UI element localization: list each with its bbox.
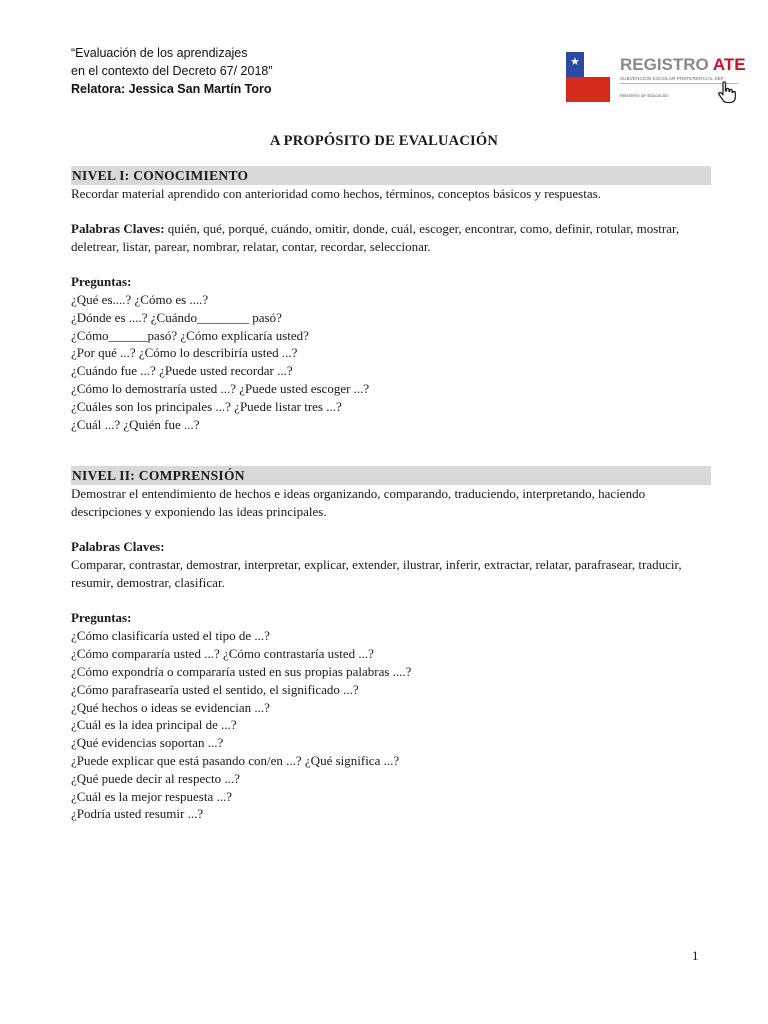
question-item: ¿Qué evidencias soportan ...? <box>71 735 224 751</box>
header-line-3: Relatora: Jessica San Martín Toro <box>71 82 272 96</box>
question-item: ¿Dónde es ....? ¿Cuándo________ pasó? <box>71 309 282 325</box>
nivel-1-section <box>71 166 711 433</box>
question-item: ¿Qué puede decir al respecto ...? <box>71 770 240 786</box>
page-number: 1 <box>692 948 699 963</box>
nivel-2-questions-label: Preguntas: <box>71 610 132 626</box>
nivel-1-description: Recordar material aprendido con anterioridad como hechos, términos, conceptos básicos y respuestas. <box>71 186 601 201</box>
question-item: ¿Cuál es la idea principal de ...? <box>71 717 237 733</box>
star-icon: ★ <box>570 55 580 68</box>
nivel-2-question-list <box>71 627 711 823</box>
registro-ate-logo <box>566 52 746 104</box>
nivel-1-heading: NIVEL I: CONOCIMIENTO <box>71 166 711 185</box>
document-header <box>71 44 273 98</box>
question-item: ¿Cómo______pasó? ¿Cómo explicaría usted? <box>71 327 309 343</box>
document-body <box>71 166 711 823</box>
question-item: ¿Cómo parafrasearía usted el sentido, el significado ...? <box>71 681 359 697</box>
question-item: ¿Cuál es la mejor respuesta ...? <box>71 788 232 804</box>
question-item: ¿Cuál ...? ¿Quién fue ...? <box>71 416 200 432</box>
question-item: ¿Puede explicar que está pasando con/en ...? ¿Qué significa ...? <box>71 752 400 768</box>
nivel-1-keywords <box>71 220 711 256</box>
question-item: ¿Por qué ...? ¿Cómo lo describiría usted ...? <box>71 345 298 361</box>
nivel-2-section <box>71 466 711 823</box>
header-line-1: “Evaluación de los aprendizajes <box>71 46 248 60</box>
document-title: A PROPÓSITO DE EVALUACIÓN <box>269 133 499 149</box>
pointer-hand-icon <box>716 80 738 104</box>
logo-ministry: Ministerio de Educación <box>620 93 669 98</box>
question-item: ¿Cómo lo demostraría usted ...? ¿Puede usted escoger ...? <box>71 380 370 396</box>
question-item: ¿Cómo clasificaría usted el tipo de ...? <box>71 628 270 644</box>
header-line-2: en el contexto del Decreto 67/ 2018” <box>71 64 273 78</box>
question-item: ¿Cómo compararía usted ...? ¿Cómo contrastaría usted ...? <box>71 646 374 662</box>
logo-title: REGISTRO ATE <box>620 55 746 74</box>
question-item: ¿Cuándo fue ...? ¿Puede usted recordar ...? <box>71 363 293 379</box>
nivel-2-heading: NIVEL II: COMPRENSIÓN <box>71 466 711 485</box>
nivel-1-questions-label: Preguntas: <box>71 274 132 289</box>
nivel-2-keywords-label: Palabras Claves: <box>71 539 165 555</box>
question-item: ¿Cómo expondría o compararía usted en sus propias palabras ....? <box>71 663 412 679</box>
question-item: ¿Qué es....? ¿Cómo es ....? <box>71 292 209 307</box>
keywords-label: Palabras Claves: <box>71 221 165 236</box>
question-item: ¿Cuáles son los principales ...? ¿Puede listar tres ...? <box>71 398 342 414</box>
keywords-text: quién, qué, porqué, cuándo, omitir, donde, cuál, escoger, encontrar, como, definir, rotular, mostrar, deletrear, listar, parear, nombrar, relatar, contar, recordar, seleccionar. <box>71 221 680 254</box>
nivel-2-description: Demostrar el entendimiento de hechos e ideas organizando, comparando, traduciendo, interpretando, haciendo descripciones y exponiendo las ideas principales. <box>71 486 646 520</box>
nivel-2-keywords: Comparar, contrastar, demostrar, interpretar, explicar, extender, ilustrar, inferir, extractar, relatar, parafrasear, traducir, resumir, demostrar, clasificar. <box>71 557 682 591</box>
gobierno-de-chile-logo <box>566 52 610 102</box>
question-item: ¿Qué hechos o ideas se evidencian ...? <box>71 699 270 715</box>
question-item: ¿Podría usted resumir ...? <box>71 806 204 822</box>
logo-subtitle: SUBVENCIÓN ESCOLAR PREFERENCIAL SEP <box>620 76 724 81</box>
nivel-1-question-list <box>71 291 711 433</box>
